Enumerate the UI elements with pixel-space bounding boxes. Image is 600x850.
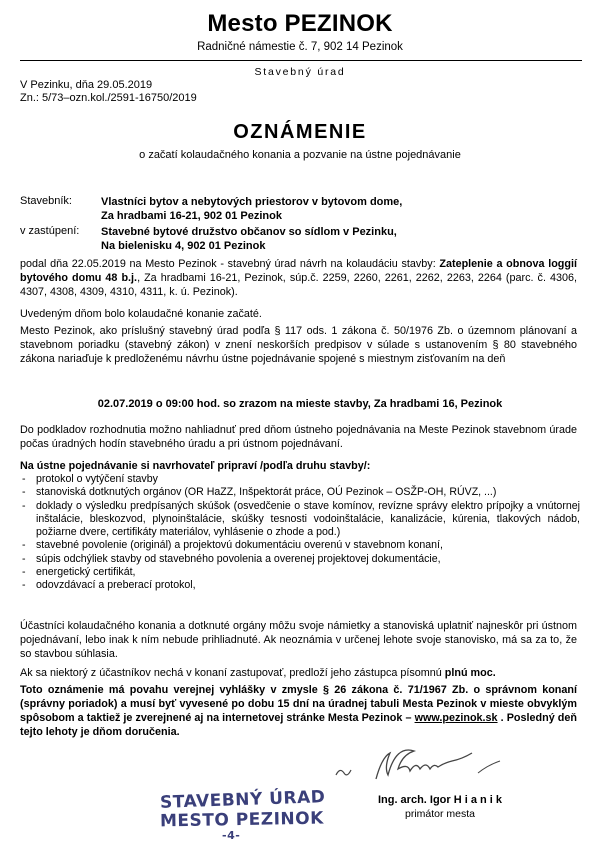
- representative-label: v zastúpení:: [20, 225, 80, 237]
- reference-number: Zn.: 5/73–ozn.kol./2591-16750/2019: [20, 92, 197, 104]
- objections-paragraph: Účastníci kolaudačného konania a dotknuté orgány môžu svoje námietky a stanoviská uplatniť najneskôr pri ústnom pojednávaní, lebo inak k ním nebude prihliadnuté. Ak neoznámia v určenej lehote svoje stanovisko, má sa za to, že so stavbou súhlasia.: [20, 620, 577, 660]
- date-line: V Pezinku, dňa 29.05.2019: [20, 79, 153, 91]
- documents-paragraph: Do podkladov rozhodnutia možno nahliadnuť pred dňom ústneho pojednávania na Meste Pezinok stavebnom úrade počas úradných hodín stavebného úradu a pri ústnom pojednávaní.: [20, 424, 577, 450]
- application-text-post: , Za hradbami 16-21, Pezinok, súp.č. 2259, 2260, 2261, 2262, 2263, 2264 (parc. č. 4306, 4307, 4308, 4309, 4310, 4311, k. ú. Pezinok).: [20, 272, 577, 298]
- list-item: - protokol o vytýčení stavby: [20, 473, 580, 486]
- municipality-address: Radničné námestie č. 7, 902 14 Pezinok: [197, 41, 403, 53]
- signatory-name: Ing. arch. Igor H i a n i k: [377, 794, 503, 806]
- application-text-pre: podal dňa 22.05.2019 na Mesto Pezinok - stavebný úrad návrh na kolaudáciu stavby:: [20, 258, 440, 270]
- public-notice-text-end: . Posledný deň tejto lehoty je dňom doručenia.: [20, 712, 577, 738]
- start-paragraph: Uvedeným dňom bolo kolaudačné konanie začaté.: [20, 308, 262, 320]
- list-item: - stavebné povolenie (originál) a projektovú dokumentáciu overenú v stavebnom konaní,: [20, 539, 580, 552]
- requirements-heading: Na ústne pojednávanie si navrhovateľ pripraví /podľa druhu stavby/:: [20, 460, 371, 472]
- header-divider: [20, 60, 582, 61]
- stamp-number: -4-: [222, 829, 241, 842]
- list-item: - odovzdávací a preberací protokol,: [20, 579, 580, 592]
- public-notice-text: Toto oznámenie má povahu verejnej vyhlášky v zmysle § 26 zákona č. 71/1967 Zb. o správnom konaní (správny poriadok) a musí byť vyvesené po dobu 15 dní na úradnej tabuli Mesta Pezinok v mieste obvyklým spôsobom a taktiež je zverejnené aj na internetovej stránke Mesta Pezinok –: [20, 684, 577, 724]
- builder-label: Stavebník:: [20, 195, 72, 207]
- building-name: Zateplenie a obnova loggií bytového domu 48 b.j.: [20, 258, 577, 284]
- list-item: - doklady o výsledku predpísaných skúšok (osvedčenie o stave komínov, revízne správy elektro prípojky a vnútornej inštalácie, bleskozvod, plynoinštalácie, skúšky tesnosti vodoinštalácie, kanalizácie, kúrenia, tlakových nádob, požiarne dvere, certifikáty materiálov, vyhlásenie o zhode a pod.): [20, 500, 580, 540]
- document-subheading: o začatí kolaudačného konania a pozvanie na ústne pojednávanie: [139, 149, 461, 161]
- handwritten-signature: [330, 745, 530, 785]
- builder-line-1: Vlastníci bytov a nebytových priestorov v bytovom dome,: [101, 196, 403, 208]
- application-paragraph: [20, 257, 577, 299]
- power-of-attorney: plnú moc.: [444, 667, 496, 679]
- representative-line-2: Na bielenisku 4, 902 01 Pezinok: [101, 240, 266, 252]
- list-item: - energetický certifikát,: [20, 566, 580, 579]
- representative-line-1: Stavebné bytové družstvo občanov so sídlom v Pezinku,: [101, 226, 397, 238]
- authority-paragraph: Mesto Pezinok, ako príslušný stavebný úrad podľa § 117 ods. 1 zákona č. 50/1976 Zb. o územnom plánovaní a stavebnom poriadku (stavebný zákon) v znení neskorších predpisov v súlade s ustanovením § 80 stavebného zákona nariaďuje k predloženému návrhu ústne pojednávanie spojené s miestnym zisťovaním na deň: [20, 325, 577, 365]
- requirements-list: [20, 473, 580, 593]
- document-heading: OZNÁMENIE: [233, 121, 367, 143]
- office-name: Stavebný úrad: [254, 66, 346, 78]
- website-link[interactable]: www.pezinok.sk: [414, 712, 498, 724]
- representation-paragraph: [20, 666, 577, 680]
- municipality-title: Mesto PEZINOK: [207, 10, 393, 37]
- signatory-role: primátor mesta: [404, 808, 476, 820]
- representation-text: Ak sa niektorý z účastníkov nechá v konaní zastupovať, predloží jeho zástupca písomnú: [20, 667, 445, 679]
- public-notice-paragraph: [20, 683, 577, 739]
- list-item: - súpis odchýliek stavby od stavebného povolenia a overenej projektovej dokumentácie,: [20, 553, 580, 566]
- meeting-datetime: 02.07.2019 o 09:00 hod. so zrazom na mieste stavby, Za hradbami 16, Pezinok: [97, 398, 503, 410]
- list-item: - stanoviská dotknutých orgánov (OR HaZZ, Inšpektorát práce, OÚ Pezinok – OSŽP-OH, RÚVZ, ...): [20, 486, 580, 499]
- stamp-line-2: MESTO PEZINOK: [159, 808, 324, 832]
- stamp-line-1: STAVEBNÝ ÚRAD: [159, 787, 326, 813]
- builder-line-2: Za hradbami 16-21, 902 01 Pezinok: [101, 210, 282, 222]
